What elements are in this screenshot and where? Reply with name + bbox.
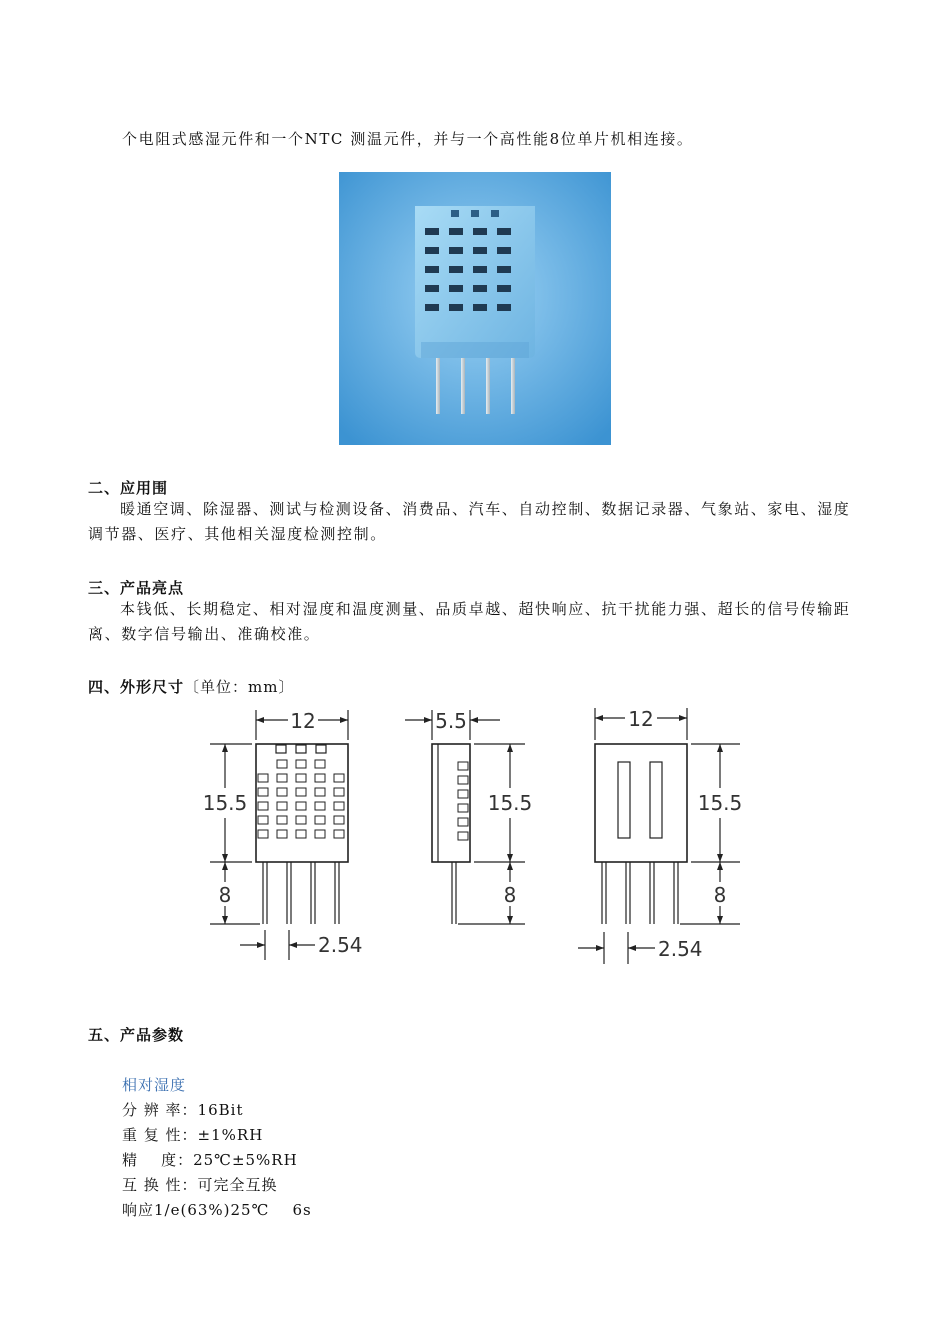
section-2-title: 二、应用围 bbox=[88, 479, 169, 497]
sensor-slot bbox=[449, 228, 463, 235]
param-resolution: 分 辨 率：16Bit bbox=[122, 1101, 244, 1119]
sensor-slot bbox=[497, 266, 511, 273]
front-grid-slot bbox=[334, 788, 344, 796]
section-4-unit: 〔单位：mm〕 bbox=[184, 678, 295, 696]
front-grid-slot bbox=[258, 802, 268, 810]
back-height-label: 15.5 bbox=[697, 791, 743, 815]
sensor-slot bbox=[425, 285, 439, 292]
sensor-slot bbox=[473, 247, 487, 254]
front-grid-slot bbox=[315, 788, 325, 796]
front-height-label: 15.5 bbox=[202, 791, 248, 815]
front-grid-slot bbox=[277, 816, 287, 824]
param-response: 响应1/e(63%)25℃ 6s bbox=[122, 1201, 312, 1219]
sensor-slot bbox=[449, 285, 463, 292]
section-2-body: 暖通空调、除湿器、测试与检测设备、消费品、汽车、自动控制、数据记录器、气象站、家电、湿度调节器、医疗、其他相关湿度检测控制。 bbox=[88, 500, 851, 543]
intro-line: 个电阻式感湿元件和一个NTC 测温元件，并与一个高性能8位单片机相连接。 bbox=[122, 130, 694, 148]
sensor-slot bbox=[497, 285, 511, 292]
section-5-title: 五、产品参数 bbox=[88, 1026, 185, 1044]
front-grid-slot bbox=[258, 788, 268, 796]
front-grid-slot bbox=[296, 830, 306, 838]
front-grid-slot bbox=[334, 774, 344, 782]
side-grid-slot bbox=[458, 804, 468, 812]
sensor-slot bbox=[473, 266, 487, 273]
front-pitch-label: 2.54 bbox=[318, 933, 363, 957]
dimension-drawing bbox=[200, 700, 760, 975]
back-pitch-label: 2.54 bbox=[658, 937, 703, 961]
param-repeatability: 重 复 性：±1%RH bbox=[122, 1126, 264, 1144]
section-4-title bbox=[88, 676, 294, 697]
sensor-slot bbox=[425, 247, 439, 254]
sensor-slot bbox=[425, 304, 439, 311]
front-grid-slot bbox=[334, 816, 344, 824]
param-interchangeability: 互 换 性：可完全互换 bbox=[122, 1176, 278, 1194]
front-grid-slot bbox=[315, 816, 325, 824]
side-grid-slot bbox=[458, 818, 468, 826]
front-grid-slot bbox=[296, 816, 306, 824]
param-subtitle: 相对湿度 bbox=[122, 1076, 187, 1094]
sensor-slot bbox=[449, 304, 463, 311]
front-grid-slot bbox=[277, 802, 287, 810]
front-grid-slot bbox=[296, 788, 306, 796]
side-width-label: 5.5 bbox=[435, 709, 467, 733]
back-pin-length-label: 8 bbox=[713, 883, 727, 907]
front-grid-slot bbox=[334, 830, 344, 838]
front-width-label: 12 bbox=[290, 709, 316, 733]
sensor-slot bbox=[473, 228, 487, 235]
sensor-photo bbox=[339, 172, 611, 445]
front-grid-slot bbox=[258, 816, 268, 824]
front-pin-length-label: 8 bbox=[218, 883, 232, 907]
side-grid-slot bbox=[458, 776, 468, 784]
front-grid-slot bbox=[315, 774, 325, 782]
sensor-slot bbox=[497, 247, 511, 254]
side-height-label: 15.5 bbox=[487, 791, 533, 815]
front-grid-slot bbox=[258, 774, 268, 782]
sensor-slot bbox=[425, 266, 439, 273]
sensor-slot bbox=[425, 228, 439, 235]
front-grid-slot bbox=[315, 760, 325, 768]
front-grid-slot bbox=[277, 830, 287, 838]
front-grid-slot bbox=[315, 830, 325, 838]
back-width-label: 12 bbox=[628, 707, 654, 731]
front-grid-slot bbox=[296, 802, 306, 810]
front-grid-slot bbox=[334, 802, 344, 810]
section-3-body: 本钱低、长期稳定、相对湿度和温度测量、品质卓越、超快响应、抗干扰能力强、超长的信号传输距离、数字信号输出、准确校准。 bbox=[88, 600, 851, 643]
front-grid-slot bbox=[258, 830, 268, 838]
side-grid-slot bbox=[458, 762, 468, 770]
front-grid-slot bbox=[277, 788, 287, 796]
front-grid-slot bbox=[296, 760, 306, 768]
front-grid-slot bbox=[296, 774, 306, 782]
sensor-slot bbox=[473, 304, 487, 311]
sensor-slot bbox=[449, 247, 463, 254]
sensor-slot bbox=[473, 285, 487, 292]
side-grid-slot bbox=[458, 832, 468, 840]
front-grid-slot bbox=[277, 760, 287, 768]
side-pin-length-label: 8 bbox=[503, 883, 517, 907]
side-grid-slot bbox=[458, 790, 468, 798]
section-4-title-text: 四、外形尺寸 bbox=[88, 678, 185, 696]
section-3-title: 三、产品亮点 bbox=[88, 579, 185, 597]
sensor-slot bbox=[497, 304, 511, 311]
front-grid-slot bbox=[277, 774, 287, 782]
sensor-slot bbox=[497, 228, 511, 235]
sensor-slot bbox=[449, 266, 463, 273]
front-grid-slot bbox=[315, 802, 325, 810]
param-accuracy: 精 度：25℃±5%RH bbox=[122, 1151, 298, 1169]
